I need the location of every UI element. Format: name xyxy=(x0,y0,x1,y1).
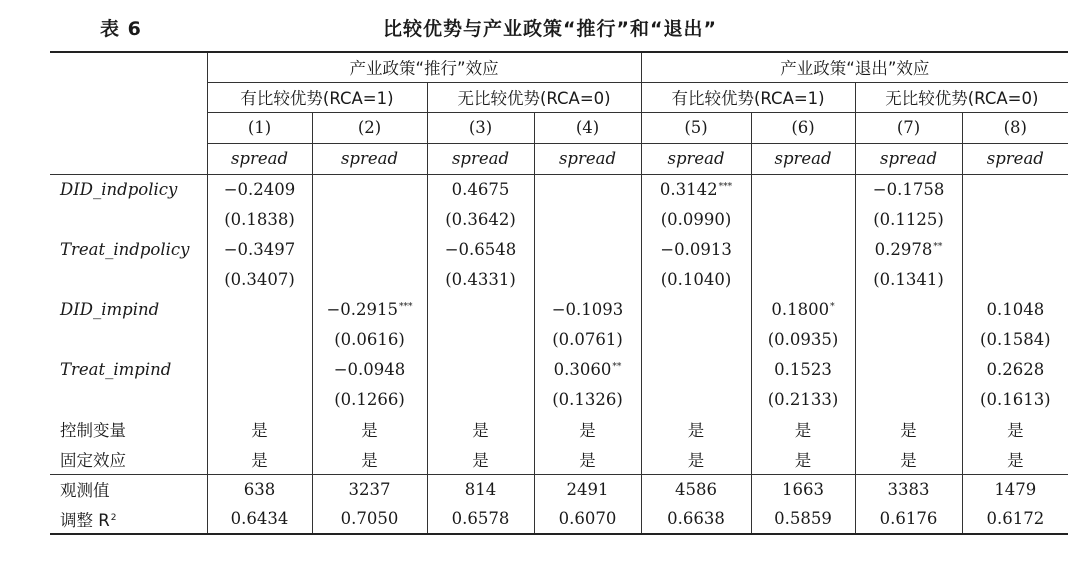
cell: 是 xyxy=(855,444,962,474)
row-label xyxy=(50,384,207,414)
cell: 0.6176 xyxy=(855,504,962,534)
cell xyxy=(534,204,641,234)
cell xyxy=(855,324,962,354)
r2-row xyxy=(50,504,1068,534)
row-label xyxy=(50,264,207,294)
cell xyxy=(427,264,534,294)
cell: 是 xyxy=(534,444,641,474)
dependent-var: spread xyxy=(312,143,427,174)
cell-value: −0.0948 xyxy=(333,359,406,379)
cell-value: (0.0990) xyxy=(660,209,732,229)
coefficient-row xyxy=(50,324,1068,354)
cell xyxy=(312,264,427,294)
sub-header: 无比较优势(RCA=0) xyxy=(855,82,1068,112)
cell-value: 0.1800 xyxy=(771,299,830,319)
sub-header: 有比较优势(RCA=1) xyxy=(207,82,427,112)
cell xyxy=(427,384,534,414)
cell: 0.6578 xyxy=(427,504,534,534)
cell: 是 xyxy=(427,444,534,474)
cell xyxy=(962,294,1068,324)
cell xyxy=(207,324,312,354)
coefficient-row xyxy=(50,174,1068,204)
cell xyxy=(641,234,751,264)
cell xyxy=(962,384,1068,414)
cell xyxy=(207,354,312,384)
cell-value: −0.1093 xyxy=(551,299,624,319)
cell-value: (0.3407) xyxy=(224,269,295,289)
row-label: DID_impind xyxy=(60,299,160,319)
cell xyxy=(855,234,962,264)
cell: 0.6434 xyxy=(207,504,312,534)
cell: 是 xyxy=(641,414,751,444)
cell xyxy=(962,264,1068,294)
cell-value: (0.1341) xyxy=(873,269,944,289)
coefficient-row xyxy=(50,354,1068,384)
cell-value: 0.2978 xyxy=(874,239,933,259)
cell: 是 xyxy=(855,414,962,444)
cell xyxy=(641,204,751,234)
column-number: (7) xyxy=(855,112,962,143)
coefficient-row xyxy=(50,204,1068,234)
column-number-row xyxy=(50,112,1068,143)
cell: 2491 xyxy=(534,474,641,504)
cell xyxy=(751,234,855,264)
dependent-var: spread xyxy=(641,143,751,174)
cell xyxy=(207,204,312,234)
cell-value: −0.2409 xyxy=(223,179,296,199)
cell: 是 xyxy=(534,414,641,444)
coefficient-row xyxy=(50,234,1068,264)
column-number: (5) xyxy=(641,112,751,143)
cell-value: (0.1326) xyxy=(552,389,623,409)
cell: 1479 xyxy=(962,474,1068,504)
cell: 是 xyxy=(962,414,1068,444)
cell: 0.5859 xyxy=(751,504,855,534)
cell-value: (0.1584) xyxy=(980,329,1051,349)
significance-stars: * xyxy=(830,301,835,312)
column-number: (8) xyxy=(962,112,1068,143)
cell xyxy=(427,294,534,324)
r2-label-sup: 2 xyxy=(110,512,117,523)
cell: 3383 xyxy=(855,474,962,504)
r2-label: 调整 R xyxy=(60,510,110,530)
significance-stars: ** xyxy=(612,361,622,372)
row-label: DID_indpolicy xyxy=(60,179,178,199)
cell-value: 0.4675 xyxy=(451,179,510,199)
cell xyxy=(534,354,641,384)
cell xyxy=(962,354,1068,384)
row-label: Treat_indpolicy xyxy=(60,239,190,259)
cell-value: (0.1613) xyxy=(980,389,1051,409)
cell xyxy=(534,324,641,354)
significance-stars: *** xyxy=(399,301,413,312)
row-label: 固定效应 xyxy=(50,444,207,474)
cell xyxy=(312,174,427,204)
cell-value: (0.0935) xyxy=(767,329,839,349)
cell-value: 0.1523 xyxy=(774,359,832,379)
cell xyxy=(427,354,534,384)
coefficient-row xyxy=(50,384,1068,414)
row-label: 控制变量 xyxy=(60,421,126,440)
cell xyxy=(962,234,1068,264)
stub-header xyxy=(50,52,207,82)
table-label: 表 6 xyxy=(100,18,142,40)
coefficient-rows xyxy=(50,174,1068,414)
cell xyxy=(427,324,534,354)
cell-value: (0.0761) xyxy=(552,329,623,349)
cell xyxy=(641,384,751,414)
cell-value: (0.3642) xyxy=(445,209,516,229)
cell xyxy=(751,384,855,414)
cell-value: (0.4331) xyxy=(445,269,516,289)
cell xyxy=(207,234,312,264)
cell xyxy=(855,264,962,294)
controls-row xyxy=(50,414,1068,444)
fixed-effects-row xyxy=(50,444,1068,474)
column-number: (3) xyxy=(427,112,534,143)
cell: 是 xyxy=(207,414,312,444)
cell: 是 xyxy=(312,414,427,444)
column-number: (4) xyxy=(534,112,641,143)
column-number: (2) xyxy=(312,112,427,143)
sub-header-row xyxy=(50,82,1068,112)
cell-value: (0.2133) xyxy=(767,389,839,409)
cell xyxy=(312,294,427,324)
sub-header: 无比较优势(RCA=0) xyxy=(427,82,641,112)
coefficient-row xyxy=(50,264,1068,294)
cell xyxy=(312,234,427,264)
cell-value: (0.1040) xyxy=(660,269,732,289)
cell xyxy=(641,294,751,324)
cell xyxy=(534,294,641,324)
cell xyxy=(962,174,1068,204)
observations-row xyxy=(50,474,1068,504)
group-header-exit: 产业政策“退出”效应 xyxy=(641,52,1068,82)
cell-value: −0.1758 xyxy=(872,179,945,199)
cell-value: −0.3497 xyxy=(223,239,296,259)
cell xyxy=(207,384,312,414)
group-header-push: 产业政策“推行”效应 xyxy=(207,52,641,82)
sub-header: 有比较优势(RCA=1) xyxy=(641,82,855,112)
significance-stars: ** xyxy=(933,241,943,252)
cell xyxy=(751,354,855,384)
dependent-var: spread xyxy=(855,143,962,174)
cell: 是 xyxy=(427,414,534,444)
cell xyxy=(641,324,751,354)
cell: 638 xyxy=(207,474,312,504)
cell-value: 0.3142 xyxy=(659,179,718,199)
column-number: (1) xyxy=(207,112,312,143)
table-title: 比较优势与产业政策“推行”和“退出” xyxy=(383,18,717,40)
cell: 0.7050 xyxy=(312,504,427,534)
cell xyxy=(855,204,962,234)
dependent-var: spread xyxy=(207,143,312,174)
cell: 0.6070 xyxy=(534,504,641,534)
cell xyxy=(641,264,751,294)
cell-value: (0.1125) xyxy=(873,209,944,229)
cell: 是 xyxy=(312,444,427,474)
cell: 814 xyxy=(427,474,534,504)
cell xyxy=(207,294,312,324)
dependent-var: spread xyxy=(751,143,855,174)
cell xyxy=(534,264,641,294)
cell xyxy=(962,324,1068,354)
cell: 4586 xyxy=(641,474,751,504)
cell xyxy=(855,294,962,324)
cell xyxy=(855,354,962,384)
column-number: (6) xyxy=(751,112,855,143)
row-label xyxy=(50,504,207,534)
cell: 3237 xyxy=(312,474,427,504)
significance-stars: *** xyxy=(718,181,733,192)
cell-value: (0.1838) xyxy=(224,209,295,229)
cell-value: −0.0913 xyxy=(660,239,732,259)
cell xyxy=(641,174,751,204)
cell: 是 xyxy=(751,414,855,444)
cell xyxy=(534,174,641,204)
cell xyxy=(855,384,962,414)
cell-value: −0.2915 xyxy=(326,299,399,319)
cell xyxy=(751,174,855,204)
cell xyxy=(427,174,534,204)
row-label xyxy=(50,324,207,354)
row-label: 观测值 xyxy=(60,481,110,501)
cell-value: 0.1048 xyxy=(986,299,1045,319)
cell: 0.6172 xyxy=(962,504,1068,534)
cell: 是 xyxy=(751,444,855,474)
cell xyxy=(427,234,534,264)
cell xyxy=(207,174,312,204)
cell xyxy=(312,354,427,384)
cell xyxy=(751,294,855,324)
cell xyxy=(207,264,312,294)
dependent-var: spread xyxy=(427,143,534,174)
cell xyxy=(312,324,427,354)
row-label: Treat_impind xyxy=(60,359,172,379)
dependent-var-row xyxy=(50,143,1068,174)
cell xyxy=(751,324,855,354)
dependent-var: spread xyxy=(962,143,1068,174)
cell xyxy=(427,204,534,234)
cell-value: 0.2628 xyxy=(986,359,1045,379)
cell-value: 0.3060 xyxy=(553,359,612,379)
cell: 1663 xyxy=(751,474,855,504)
cell xyxy=(855,174,962,204)
cell xyxy=(751,264,855,294)
cell-value: (0.0616) xyxy=(334,329,405,349)
cell xyxy=(962,204,1068,234)
cell xyxy=(534,234,641,264)
dependent-var: spread xyxy=(534,143,641,174)
cell xyxy=(312,204,427,234)
cell-value: −0.6548 xyxy=(444,239,517,259)
cell xyxy=(641,354,751,384)
cell: 是 xyxy=(207,444,312,474)
group-header-row xyxy=(50,52,1068,82)
cell: 0.6638 xyxy=(641,504,751,534)
cell xyxy=(534,384,641,414)
row-label xyxy=(50,204,207,234)
cell xyxy=(312,384,427,414)
cell: 是 xyxy=(641,444,751,474)
cell: 是 xyxy=(962,444,1068,474)
regression-table xyxy=(50,51,1068,535)
coefficient-row xyxy=(50,294,1068,324)
cell xyxy=(751,204,855,234)
cell-value: (0.1266) xyxy=(334,389,405,409)
